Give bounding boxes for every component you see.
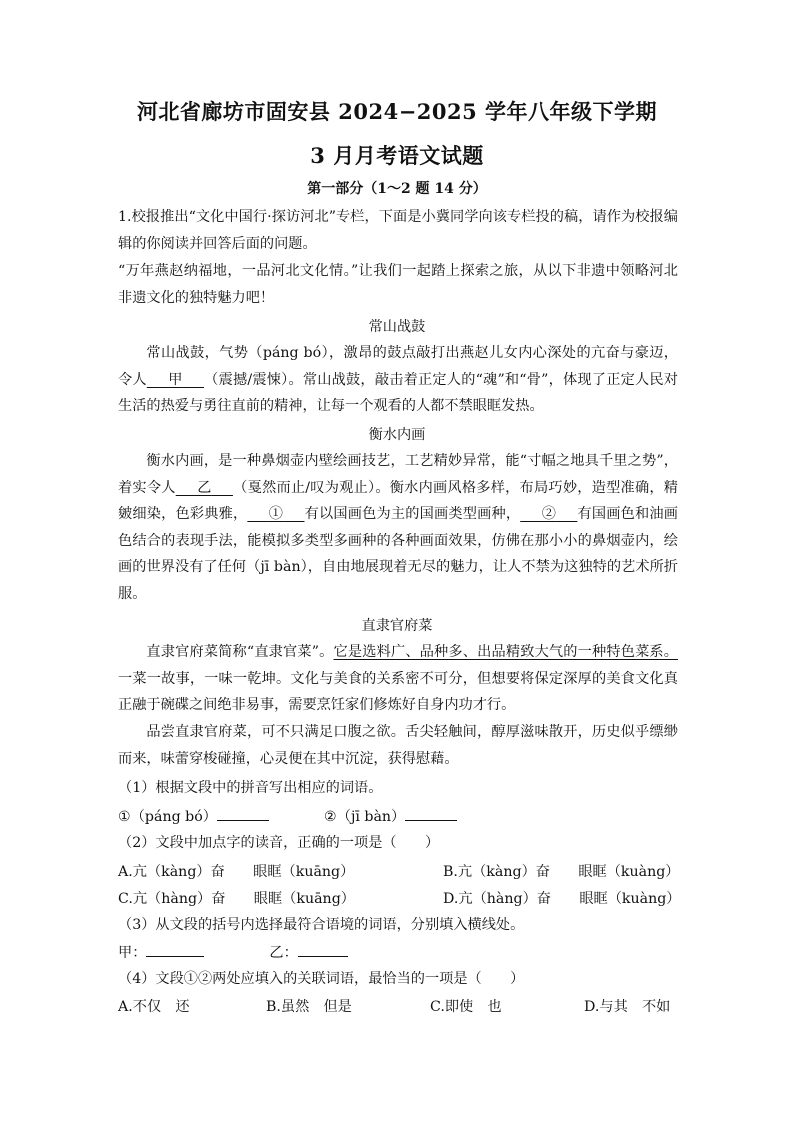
text-span: 一菜一故事，一味一乾坤。文化与美食的关系密不可分，但想要将保定深厚的美食文化真正融于碗碟之间绝非易事，需要烹饪家们修炼好自身内功才行。 <box>118 670 678 713</box>
q4-option-d[interactable]: D.与其 不如 <box>584 999 671 1015</box>
exam-title-line2: 3 月月考语文试题 <box>310 143 484 168</box>
answer-blank-yi[interactable] <box>298 942 348 957</box>
q4-option-a[interactable]: A.不仅 还 <box>118 999 190 1015</box>
text-span: 有国画色和油画色结合的表现手法，能模拟多类型多画种的各种画面效果，仿佛在那小小的鼻烟壶内，绘画的世界没有了任何（jī bàn），自由地展现着无尽的魅力，让人不禁为这独特的艺术所折服。 <box>118 506 678 602</box>
blank-yi <box>176 480 233 496</box>
q4-option-c[interactable]: C.即使 也 <box>430 999 502 1015</box>
exam-title-line1: 河北省廊坊市固安县 2024−2025 学年八年级下学期 <box>136 99 658 124</box>
blank-1-label: ① <box>268 506 284 522</box>
question-1-blanks <box>118 806 688 827</box>
subheading-hengshui: 衡水内画 <box>368 427 426 443</box>
pinyin-1: ①（páng bó） <box>118 809 217 825</box>
q2-option-a[interactable]: A.亢（kàng）奋 眼眶（kuāng） <box>118 864 355 880</box>
label-yi: 乙： <box>269 945 298 961</box>
blank-jia-label: 甲 <box>168 371 183 388</box>
text-span: （戛然而止/叹为观止）。衡水内画风格多样，布局巧妙，造型准确，精皴细染，色彩典雅， <box>118 479 678 522</box>
answer-blank-jia[interactable] <box>146 942 204 957</box>
blank-yi-label: 乙 <box>196 479 212 496</box>
blank-1 <box>247 506 304 522</box>
blank-2 <box>520 506 577 522</box>
blank-jia <box>147 372 204 388</box>
blank-2-label: ② <box>541 506 557 522</box>
text-span: 有以国画色为主的国画类型画种， <box>304 506 521 522</box>
paragraph-changshan <box>118 340 678 420</box>
intro-quote-paragraph: “万年燕赵纳福地，一品河北文化情。”让我们一起踏上探索之旅，从以下非遗中领略河北非遗文化的独特魅力吧！ <box>118 263 678 306</box>
question-2: （2）文段中加点字的读音，正确的一项是（ ） <box>118 835 440 851</box>
text-span: （震撼/震悚）。常山战鼓，敲击着正定人的“魂”和“骨”，体现了正定人民对生活的热爱与勇往直前的精神，让每一个观看的人都不禁眼眶发热。 <box>118 371 678 414</box>
pinyin-2: ②（jī bàn） <box>324 809 406 825</box>
intro-paragraph: 1.校报推出“文化中国行·探访河北”专栏，下面是小冀同学向该专栏投的稿，请作为校报编辑的你阅读并回答后面的问题。 <box>118 209 678 252</box>
q2-option-d[interactable]: D.亢（hàng）奋 眼眶（kuàng） <box>443 891 681 907</box>
label-jia: 甲： <box>118 945 147 961</box>
paragraph-zhili-2: 品尝直隶官府菜，可不只满足口腹之欲。舌尖轻触间，醇厚滋味散开，历史似乎缥缈而来，味蕾穿梭碰撞，心灵便在其中沉淀，获得慰藉。 <box>118 724 678 767</box>
paragraph-hengshui <box>118 448 678 607</box>
underlined-sentence: 它是选料广、品种多、出品精致大气的一种特色菜系。 <box>333 644 678 660</box>
subheading-zhili: 直隶官府菜 <box>361 618 433 634</box>
q2-option-c[interactable]: C.亢（hàng）奋 眼眶（kuāng） <box>118 891 355 907</box>
question-1: （1）根据文段中的拼音写出相应的词语。 <box>118 780 383 796</box>
text-span: 直隶官府菜简称“直隶官菜”。 <box>146 644 334 660</box>
q4-option-b[interactable]: B.虽然 但是 <box>266 999 352 1015</box>
q2-option-b[interactable]: B.亢（kàng）奋 眼眶（kuàng） <box>443 864 680 880</box>
question-3: （3）从文段的括号内选择最符合语境的词语，分别填入横线处。 <box>118 917 525 933</box>
text-span: 衡水内画，是一种鼻烟壶内壁绘画技艺，工艺精妙异常，能“寸幅之地具千里之势”，着实令人 <box>118 453 678 496</box>
subheading-changshan: 常山战鼓 <box>368 319 426 335</box>
question-3-blanks <box>118 942 688 963</box>
answer-blank-2[interactable] <box>405 806 457 821</box>
paragraph-zhili-1 <box>118 639 678 719</box>
section-heading: 第一部分（1～2 题 14 分） <box>307 181 487 197</box>
answer-blank-1[interactable] <box>217 806 269 821</box>
question-4: （4）文段①②两处应填入的关联词语，最恰当的一项是（ ） <box>118 971 525 987</box>
text-span: 常山战鼓，气势（páng bó），激昂的鼓点敲打出燕赵儿女内心深处的亢奋与豪迈，令人 <box>118 345 678 388</box>
